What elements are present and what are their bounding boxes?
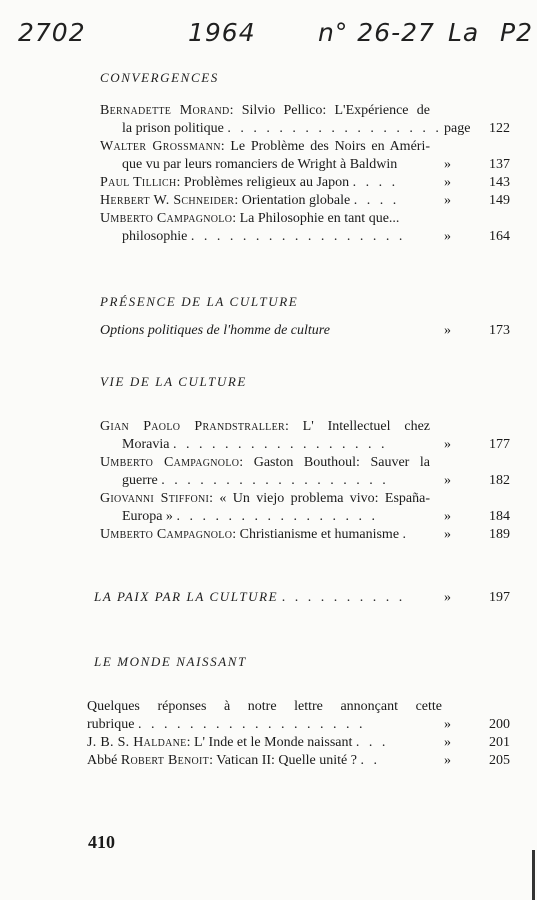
entry-author: Walter Grossmann [100, 139, 221, 154]
entry-page: 149 [489, 193, 510, 208]
toc-entry: Herbert W. Schneider: Orientation globale . . . . » 149 [100, 193, 510, 208]
entry-title: : Silvio Pellico: L'Expérience de [229, 103, 430, 118]
entry-author: Giovanni Stiffoni [100, 491, 210, 506]
section-title-convergences: CONVERGENCES [100, 70, 219, 85]
entry-page-label: » [444, 717, 451, 732]
entry-page-label: » [444, 437, 451, 452]
entry-page: 184 [489, 509, 510, 524]
entry-page-label: » [444, 509, 451, 524]
entry-title: : La Philosophie en tant que... [232, 211, 400, 226]
entry-title: : « Un viejo problema vivo: España- [209, 491, 431, 506]
entry-page: 122 [489, 121, 510, 136]
entry-title-cont: Europa » [122, 509, 173, 524]
handwritten-note-2: 1964 [188, 18, 256, 47]
page-number: 410 [88, 832, 115, 852]
entry-author: Gian Paolo Prandstraller [100, 419, 285, 434]
entry-page: 205 [489, 753, 510, 768]
entry-author: Bernadette Morand [100, 103, 230, 118]
paix-entries [94, 588, 510, 607]
handwritten-note-1: 2702 [18, 18, 86, 47]
vie-entries [100, 418, 510, 544]
entry-title: : L' Inde et le Monde naissant [186, 735, 353, 750]
section-title-presence: PRÉSENCE DE LA CULTURE [100, 294, 299, 309]
entry-title: Options politiques de l'homme de culture [100, 323, 330, 338]
section-title-monde: LE MONDE NAISSANT [94, 654, 247, 669]
toc-entry: Umberto Campagnolo: La Philosophie en tant que... philosophie . . . . . . . . . . . . . . . . . » 164 [100, 211, 510, 244]
entry-page: 164 [489, 229, 510, 244]
entry-title-cont: que vu par leurs romanciers de Wright à Baldwin [122, 157, 398, 172]
entry-page: 182 [489, 473, 510, 488]
toc-entry: LA PAIX PAR LA CULTURE . . . . . . . . . . » 197 [94, 589, 510, 605]
toc-entry: Gian Paolo Prandstraller: L' Intellectuel chez Moravia . . . . . . . . . . . . . . . . . » 177 [100, 419, 510, 452]
entry-page: 177 [489, 437, 510, 452]
entry-page: 197 [489, 590, 510, 605]
entry-page: 189 [489, 527, 510, 542]
handwritten-note-4: La [448, 18, 480, 47]
entry-title-cont: la prison politique [122, 121, 224, 136]
entry-page-label: » [444, 175, 451, 190]
entry-page-label: » [444, 753, 451, 768]
entry-title: : L' Intellectuel chez [284, 419, 430, 434]
entry-title-cont: philosophie [122, 229, 188, 244]
presence-entries [100, 322, 510, 340]
entry-page-label: » [444, 527, 451, 542]
entry-page-label: » [444, 590, 451, 605]
entry-page-label: » [444, 229, 451, 244]
entry-title: : Gaston Bouthoul: Sauver la [239, 455, 430, 470]
page-edge-mark [532, 850, 535, 900]
entry-author: Umberto Campagnolo [100, 455, 240, 470]
entry-author: Umberto Campagnolo [100, 211, 233, 226]
entry-title: Quelques réponses à notre lettre annonçant cette [87, 699, 442, 714]
toc-entry [100, 138, 510, 174]
entry-page: 137 [489, 157, 510, 172]
toc-entry: Umberto Campagnolo: Gaston Bouthoul: Sauver la guerre . . . . . . . . . . . . . . . . . . » 182 [100, 455, 510, 488]
entry-title: : Problèmes religieux au Japon [176, 175, 350, 190]
entry-title: : Orientation globale [234, 193, 351, 208]
convergences-entries [100, 102, 510, 246]
toc-entry: Bernadette Morand: Silvio Pellico: L'Expérience de la prison politique . . . . . . . . . . . . . . . . . page 122 [100, 103, 510, 136]
handwritten-note-5: P2 [500, 18, 533, 47]
entry-title: : Vatican II: Quelle unité ? [209, 753, 357, 768]
entry-title-cont: Moravia [122, 437, 170, 452]
entry-title-cont: guerre [122, 473, 158, 488]
entry-page: 200 [489, 717, 510, 732]
entry-page-label: » [444, 735, 451, 750]
toc-entry [100, 322, 510, 340]
entry-page-label: page [444, 121, 471, 136]
entry-title-cont: rubrique [87, 717, 135, 732]
toc-entry: Paul Tillich: Problèmes religieux au Japon . . . . » 143 [100, 175, 510, 190]
toc-entry: Umberto Campagnolo: Christianisme et humanisme . » 189 [100, 527, 510, 542]
entry-author: Robert Benoit [120, 753, 210, 768]
section-title-paix: LA PAIX PAR LA CULTURE [94, 589, 279, 604]
entry-author: Paul Tillich [100, 175, 177, 190]
entry-author: Herbert W. Schneider [100, 193, 235, 208]
toc-entry: Abbé Robert Benoit: Vatican II: Quelle unité ? . . » 205 [87, 753, 510, 768]
entry-title: : Christianisme et humanisme [232, 527, 400, 542]
entry-title: : Le Problème des Noirs en Améri- [220, 139, 430, 154]
entry-page-label: » [444, 157, 451, 172]
toc-entry: J. B. S. Haldane: L' Inde et le Monde naissant . . . » 201 [87, 735, 510, 750]
entry-prefix: Abbé [87, 753, 121, 768]
toc-entry: Giovanni Stiffoni: « Un viejo problema vivo: España- Europa » . . . . . . . . . . . . . . . . » 184 [100, 491, 510, 524]
monde-entries [87, 698, 510, 770]
toc-entry: Quelques réponses à notre lettre annonçant cette rubrique . . . . . . . . . . . . . . . . . . » 200 [87, 699, 510, 732]
handwritten-note-3: n° 26-27 [318, 18, 435, 47]
entry-page: 143 [489, 175, 510, 190]
entry-page: 173 [489, 323, 510, 338]
entry-page: 201 [489, 735, 510, 750]
section-title-vie: VIE DE LA CULTURE [100, 374, 247, 389]
entry-author: Umberto Campagnolo [100, 527, 233, 542]
entry-page-label: » [444, 323, 451, 338]
entry-author: J. B. S. Haldane [87, 735, 187, 750]
entry-page-label: » [444, 193, 451, 208]
entry-page-label: » [444, 473, 451, 488]
